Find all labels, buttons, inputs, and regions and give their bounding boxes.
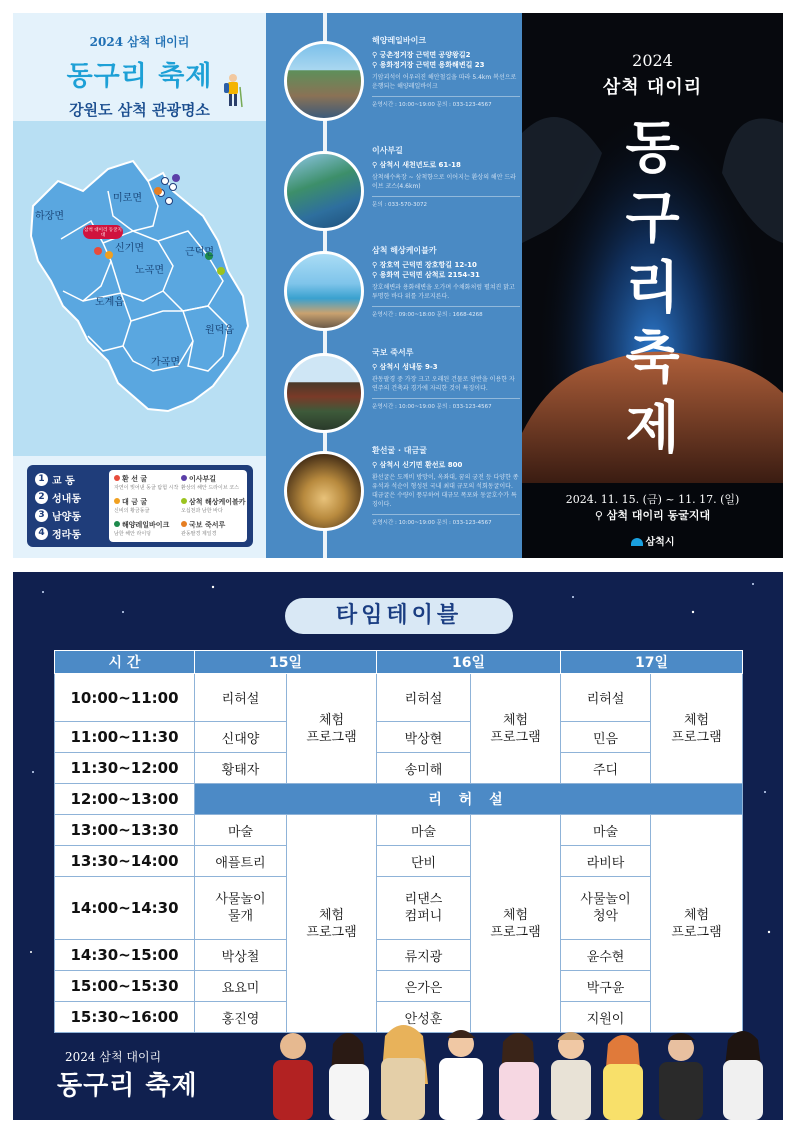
legend-district-item: 1 교 동 [35, 470, 95, 488]
performer-cell: 사물놀이 청악 [561, 877, 651, 940]
attraction-photo [284, 451, 364, 531]
table-row [55, 940, 743, 971]
performer-cell: 리허설 [561, 674, 651, 722]
legend-attraction-item: 이사부길 환상의 해안 드라이브 코스 [181, 475, 239, 491]
program-cell: 체험 프로그램 [471, 815, 561, 1033]
attraction-photo [284, 151, 364, 231]
city-logo-icon [631, 538, 643, 546]
performer-cell: 리허설 [377, 674, 471, 722]
attraction-photo [284, 353, 364, 433]
performer-cell: 은가은 [377, 971, 471, 1002]
cover-title-char: 구 [625, 185, 680, 251]
legend-attraction-item: 대 금 굴 신비의 황금동굴 [114, 498, 150, 514]
attraction-item [266, 345, 522, 445]
performer-cell: 홍진영 [195, 1002, 287, 1033]
attraction-address: ⚲ 용화역 근덕면 삼척로 2154-31 [372, 271, 480, 279]
cover-year: 2024 [632, 51, 673, 70]
performer-cell: 민음 [561, 722, 651, 753]
timetable-footer [57, 1048, 198, 1102]
attraction-desc: 기암괴석이 어우러진 해안철길을 따라 5.4km 복선으로 운행되는 해양레일바이크 [372, 74, 517, 90]
timetable-header-row [55, 651, 743, 674]
panel-attractions [266, 13, 522, 558]
attraction-desc: 관동팔경 중 가장 크고 오래된 건물로 암반을 이용한 자연주의 건축과 경가에 자리한 것이 특징이다. [372, 376, 515, 392]
program-cell: 체험 프로그램 [651, 674, 743, 784]
cover-dates: 2024. 11. 15. (금) ~ 11. 17. (일) [565, 493, 740, 506]
map-label-hajang: 하장면 [35, 211, 64, 222]
panel-map [13, 13, 266, 558]
attraction-name: 삼척 해상케이블카 [372, 246, 437, 255]
performer-cell: 신대양 [195, 722, 287, 753]
panel-cover [522, 13, 783, 558]
program-cell: 체험 프로그램 [471, 674, 561, 784]
attraction-item [266, 33, 522, 133]
legend-attraction-item: 삼척 해상케이블카 오십천과 남한 바다 [181, 498, 246, 514]
legend-attractions [109, 470, 247, 542]
festival-subtitle: 강원도 삼척 관광명소 [69, 101, 210, 119]
performer-cell: 마술 [377, 815, 471, 846]
performer-cell: 윤수현 [561, 940, 651, 971]
festival-title: 동구리 축제 [66, 61, 213, 92]
attraction-info: 문의 : 033-570-3072 [372, 196, 520, 208]
time-cell: 11:30~12:00 [55, 753, 195, 784]
cover-title-char: 제 [625, 395, 680, 461]
legend-district-item: 4 정라동 [35, 524, 95, 542]
legend-attraction-item: 국보 죽서루 관동팔경 제일경 [181, 521, 226, 537]
time-cell: 10:00~11:00 [55, 674, 195, 722]
table-row [55, 722, 743, 753]
performer-cell: 애플트리 [195, 846, 287, 877]
table-row [55, 846, 743, 877]
cover-title-char: 리 [625, 255, 680, 321]
time-cell: 11:00~11:30 [55, 722, 195, 753]
header-time: 시 간 [55, 651, 195, 674]
cover-title-char: 동 [625, 115, 680, 181]
attraction-name: 해양레일바이크 [372, 36, 427, 45]
performer-cell: 류지광 [377, 940, 471, 971]
attraction-desc: 삼척해수욕장 ~ 삼척항으로 이어지는 환상의 해안 드라이브 코스(4.6km) [372, 174, 516, 190]
rehearsal-break-cell: 리 허 설 [195, 784, 743, 815]
map-label-singi: 신기면 [115, 243, 144, 254]
legend-districts [35, 470, 95, 542]
performer-cell: 사물놀이 물개 [195, 877, 287, 940]
performer-cell: 박상현 [377, 722, 471, 753]
performer-cell: 주디 [561, 753, 651, 784]
performer-cell: 마술 [195, 815, 287, 846]
time-cell: 15:00~15:30 [55, 971, 195, 1002]
map-legend [27, 465, 253, 547]
performer-cell: 리허설 [195, 674, 287, 722]
map-label-geundeok: 근덕면 [185, 247, 214, 258]
panel-map-header [13, 13, 266, 121]
attraction-address: ⚲ 용화정거장 근덕면 용화해변길 23 [372, 61, 485, 69]
performers-photo-strip [263, 1024, 783, 1120]
table-row [55, 815, 743, 846]
time-cell: 12:00~13:00 [55, 784, 195, 815]
time-cell: 13:00~13:30 [55, 815, 195, 846]
attraction-name: 환선굴 · 대금굴 [372, 446, 427, 455]
timetable-grid [54, 650, 743, 1033]
program-cell: 체험 프로그램 [287, 674, 377, 784]
legend-attraction-item: 환 선 굴 자연이 빚어낸 동굴 탐험 시작 [114, 475, 179, 491]
table-row [55, 971, 743, 1002]
attraction-name: 이사부길 [372, 146, 403, 155]
legend-district-item: 3 남양동 [35, 506, 95, 524]
map-label-wondeok: 원덕읍 [205, 325, 234, 336]
table-row [55, 753, 743, 784]
performer-cell: 요요미 [195, 971, 287, 1002]
header-day-17: 17일 [561, 651, 743, 674]
festival-year: 2024 삼척 대이리 [89, 35, 190, 49]
attraction-desc: 환선굴은 도깨비 방망이, 옥좌대, 꿈의 궁전 등 다양한 종유석과 석순이 형성된 국내 최대 규모의 석회동굴이다. 대금굴은 수량이 풍부하여 대규모 폭포와 동굴호수가 특징이다. [372, 474, 519, 508]
cover-title [522, 113, 783, 463]
performer-cell: 황태자 [195, 753, 287, 784]
attraction-photo [284, 251, 364, 331]
cover-place: ⚲ 삼척 대이리 동굴지대 [594, 509, 711, 522]
map-label-nogok: 노곡면 [135, 265, 164, 276]
program-cell: 체험 프로그램 [287, 815, 377, 1033]
attraction-name: 국보 죽서루 [372, 348, 414, 357]
attraction-address: ⚲ 삼척시 새천년도로 61-18 [372, 161, 461, 169]
cover-subtitle: 삼척 대이리 [602, 77, 703, 98]
region-map-shape [13, 121, 266, 456]
performer-cell: 박상철 [195, 940, 287, 971]
performer-cell: 마술 [561, 815, 651, 846]
timetable-section [13, 572, 783, 1120]
attraction-info: 운영시간 : 10:00~19:00 문의 : 033-123-4567 [372, 96, 520, 108]
performer-cell: 라비타 [561, 846, 651, 877]
map-label-dogye: 도계읍 [95, 297, 124, 308]
time-cell: 15:30~16:00 [55, 1002, 195, 1033]
header-day-16: 16일 [377, 651, 561, 674]
time-cell: 14:00~14:30 [55, 877, 195, 940]
attraction-item [266, 143, 522, 243]
attraction-photo [284, 41, 364, 121]
attraction-info: 운영시간 : 10:00~19:00 문의 : 033-123-4567 [372, 398, 520, 410]
attraction-info: 운영시간 : 10:00~19:00 문의 : 033-123-4567 [372, 514, 520, 526]
footer-year: 2024 삼척 대이리 [65, 1050, 162, 1064]
time-cell: 14:30~15:00 [55, 940, 195, 971]
table-row [55, 877, 743, 940]
attraction-address: ⚲ 삼척시 신기면 환선로 800 [372, 461, 463, 469]
attraction-item [266, 243, 522, 343]
map-marker-label: 삼척 대이리 동굴지대 [84, 228, 122, 238]
attraction-address: ⚲ 삼척시 성내동 9-3 [372, 363, 438, 371]
attraction-desc: 장호해변과 용화해변을 오가며 수채화처럼 펼쳐진 맑고 투명한 바다 위를 가로지른다. [372, 284, 515, 300]
performer-silhouette [273, 1033, 313, 1120]
map-label-gagok: 가곡면 [151, 357, 180, 368]
samcheok-map [13, 121, 266, 456]
timetable-title: 타임테이블 [285, 598, 513, 634]
attraction-item [266, 443, 522, 543]
table-row [55, 674, 743, 722]
attraction-address: ⚲ 궁촌정거장 근덕면 공양왕길2 [372, 51, 471, 59]
program-cell: 체험 프로그램 [651, 815, 743, 1033]
time-cell: 13:30~14:00 [55, 846, 195, 877]
city-logo: 삼척시 [522, 533, 783, 548]
performer-cell: 박구윤 [561, 971, 651, 1002]
hiker-illustration [222, 73, 244, 109]
footer-title: 동구리 축제 [57, 1071, 198, 1101]
attraction-info: 운영시간 : 09:00~18:00 문의 : 1668-4268 [372, 306, 520, 318]
map-label-miro: 미로면 [113, 193, 142, 204]
performer-cell: 지원이 [561, 1002, 651, 1033]
brochure-top [13, 13, 783, 558]
legend-district-item: 2 성내동 [35, 488, 95, 506]
performer-cell: 송미해 [377, 753, 471, 784]
legend-attraction-item: 해양레일바이크 남한 해안 라이딩 [114, 521, 170, 537]
table-row [55, 784, 743, 815]
performer-cell: 단비 [377, 846, 471, 877]
header-day-15: 15일 [195, 651, 377, 674]
performer-cell: 안성훈 [377, 1002, 471, 1033]
cover-title-char: 축 [625, 325, 680, 391]
performer-cell: 리댄스 컴퍼니 [377, 877, 471, 940]
attraction-address: ⚲ 장호역 근덕면 장호항길 12-10 [372, 261, 477, 269]
